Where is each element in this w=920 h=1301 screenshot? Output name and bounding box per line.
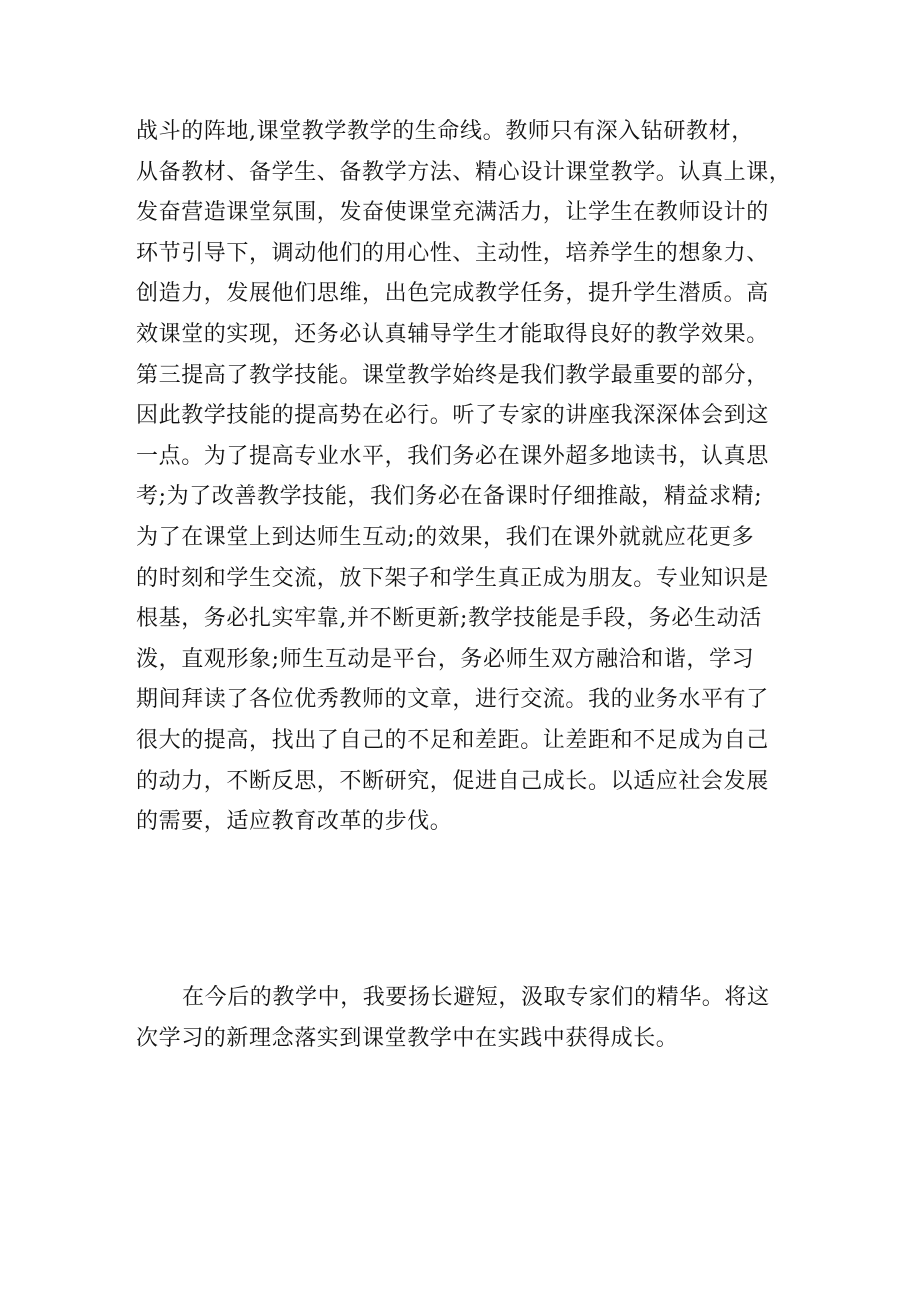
text-line: 很大的提高，找出了自己的不足和差距。让差距和不足成为自己 — [136, 727, 769, 753]
text-line: 发奋营造课堂氛围，发奋使课堂充满活力，让学生在教师设计的 — [136, 200, 769, 226]
text-line: 根基，务必扎实牢靠,并不断更新;教学技能是手段，务必生动活 — [136, 606, 762, 632]
text-line: 考;为了改善教学技能，我们务必在备课时仔细推敲，精益求精; — [136, 484, 763, 510]
text-line: 的时刻和学生交流，放下架子和学生真正成为朋友。专业知识是 — [136, 565, 769, 591]
text-line: 环节引导下，调动他们的用心性、主动性，培养学生的想象力、 — [136, 240, 769, 266]
text-line: 在今后的教学中，我要扬长避短，汲取专家们的精华。将这 — [182, 985, 770, 1010]
text-line: 从备教材、备学生、备教学方法、精心设计课堂教学。认真上课， — [136, 159, 792, 185]
text-line: 因此教学技能的提高势在必行。听了专家的讲座我深深体会到这 — [136, 403, 769, 429]
text-line: 战斗的阵地,课堂教学教学的生命线。教师只有深入钻研教材， — [136, 119, 754, 144]
body-paragraph — [136, 112, 816, 843]
text-line: 一点。为了提高专业水平，我们务必在课外超多地读书，认真思 — [136, 443, 769, 469]
text-line: 泼，直观形象;师生互动是平台，务必师生双方融洽和谐，学习 — [136, 646, 755, 672]
closing-paragraph — [136, 978, 816, 1059]
text-line: 期间拜读了各位优秀教师的文章，进行交流。我的业务水平有了 — [136, 687, 769, 713]
text-line: 创造力，发展他们思维，出色完成教学任务，提升学生潜质。高 — [136, 281, 769, 307]
text-line: 效课堂的实现，还务必认真辅导学生才能取得良好的教学效果。 — [136, 321, 769, 347]
text-line: 的动力，不断反思，不断研究，促进自己成长。以适应社会发展 — [136, 768, 769, 794]
text-line: 的需要，适应教育改革的步伐。 — [136, 809, 453, 835]
text-line: 为了在课堂上到达师生互动;的效果，我们在课外就就应花更多 — [136, 524, 755, 550]
text-line: 次学习的新理念落实到课堂教学中在实践中获得成长。 — [136, 1025, 679, 1051]
text-line: 第三提高了教学技能。课堂教学始终是我们教学最重要的部分， — [136, 362, 769, 388]
